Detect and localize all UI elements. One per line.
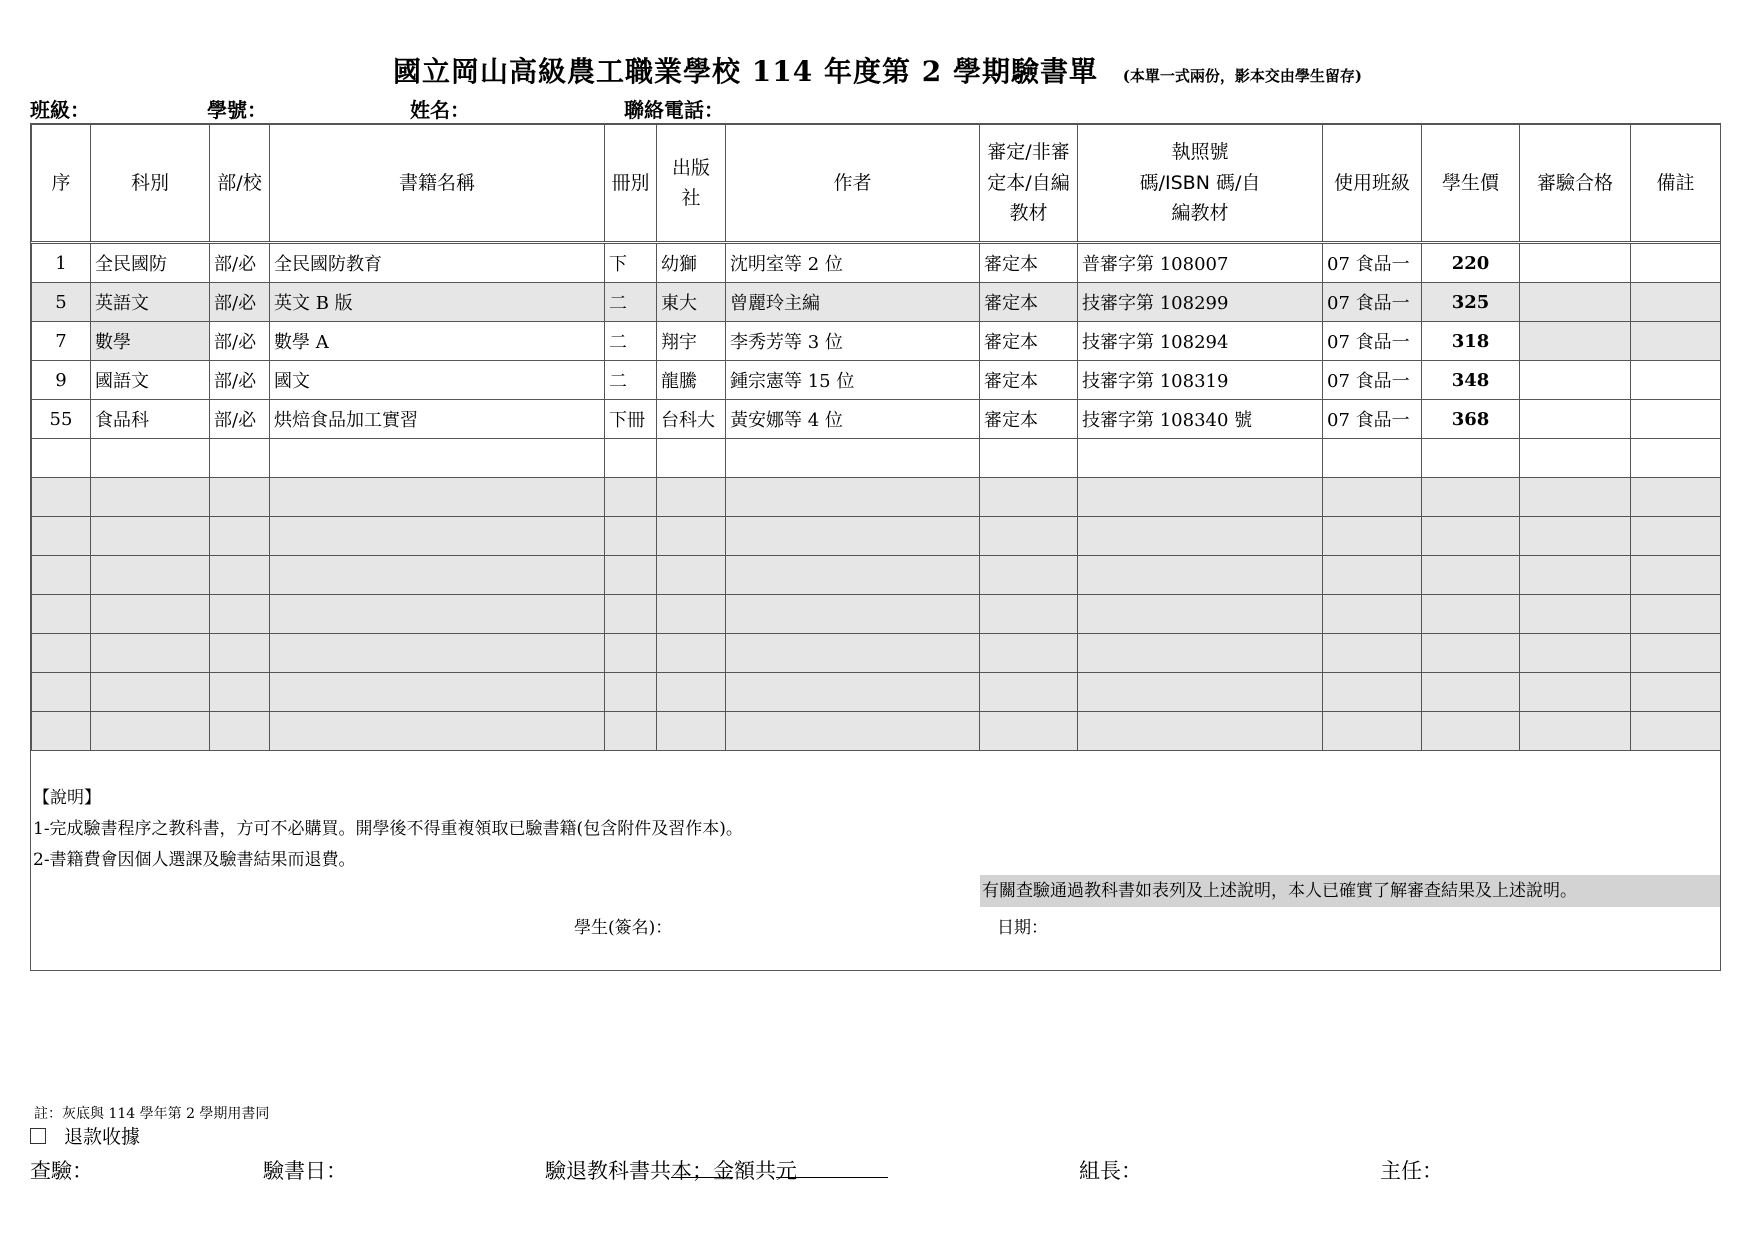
- cell-volume: 下: [605, 243, 657, 283]
- cell-volume: 下冊: [605, 400, 657, 439]
- cell-author: 沈明室等 2 位: [726, 243, 980, 283]
- book-count-blank[interactable]: [671, 1155, 733, 1178]
- cell-remarks[interactable]: [1631, 283, 1721, 322]
- cell-class: 07 食品一: [1323, 243, 1422, 283]
- return-count-line: [545, 1155, 797, 1185]
- header-remarks: 備註: [1631, 125, 1721, 243]
- cell-license: 技審字第 108319: [1078, 361, 1323, 400]
- cell-remarks[interactable]: [1631, 322, 1721, 361]
- table-row: [32, 361, 1721, 400]
- cell-price: 348: [1422, 361, 1520, 400]
- empty-row: [32, 634, 1721, 673]
- cell-type: 部/必: [210, 243, 270, 283]
- student-signature-label: 學生(簽名)：: [574, 918, 673, 938]
- cell-remarks[interactable]: [1631, 400, 1721, 439]
- header-publisher: 出版社: [657, 125, 726, 243]
- cell-seq: 7: [32, 322, 91, 361]
- header-type: 部/校: [210, 125, 270, 243]
- cell-license: 技審字第 108299: [1078, 283, 1323, 322]
- header-class: 使用班級: [1323, 125, 1422, 243]
- table-row: [32, 400, 1721, 439]
- cell-license: 技審字第 108340 號: [1078, 400, 1323, 439]
- cell-author: 李秀芳等 3 位: [726, 322, 980, 361]
- cell-publisher: 翔宇: [657, 322, 726, 361]
- cell-publisher: 東大: [657, 283, 726, 322]
- cell-publisher: 台科大: [657, 400, 726, 439]
- cell-review: 審定本: [980, 361, 1078, 400]
- cell-author: 黃安娜等 4 位: [726, 400, 980, 439]
- empty-row: [32, 556, 1721, 595]
- cell-remarks[interactable]: [1631, 243, 1721, 283]
- cell-book-name: 國文: [270, 361, 605, 400]
- return-prefix: 驗退教科書共: [545, 1159, 671, 1183]
- cell-class: 07 食品一: [1323, 283, 1422, 322]
- cell-passed[interactable]: [1520, 283, 1631, 322]
- date-label: 日期：: [997, 918, 1048, 938]
- cell-seq: 55: [32, 400, 91, 439]
- confirmation-statement: 有關查驗通過教科書如表列及上述說明，本人已確實了解審查結果及上述說明。: [980, 875, 1720, 907]
- title-text: 國立岡山高級農工職業學校 114 年度第 2 學期驗書單: [393, 55, 1098, 88]
- cell-subject: 國語文: [91, 361, 210, 400]
- student-id-label: 學號：: [207, 98, 267, 122]
- cell-book-name: 烘焙食品加工實習: [270, 400, 605, 439]
- leader-label: 組長：: [1079, 1159, 1142, 1183]
- empty-row: [32, 439, 1721, 478]
- title-note: (本單一式兩份，影本交由學生留存): [1122, 67, 1362, 85]
- cell-volume: 二: [605, 361, 657, 400]
- currency-label: 元: [776, 1159, 797, 1183]
- empty-row: [32, 517, 1721, 556]
- cell-price: 318: [1422, 322, 1520, 361]
- cell-review: 審定本: [980, 243, 1078, 283]
- cell-class: 07 食品一: [1323, 322, 1422, 361]
- explanation-block: [33, 783, 743, 876]
- cell-review: 審定本: [980, 400, 1078, 439]
- cell-author: 鍾宗憲等 15 位: [726, 361, 980, 400]
- cell-class: 07 食品一: [1323, 400, 1422, 439]
- explanation-heading: 【說明】: [33, 788, 101, 808]
- header-author: 作者: [726, 125, 980, 243]
- table-header-row: [32, 125, 1721, 243]
- cell-volume: 二: [605, 283, 657, 322]
- refund-label: 退款收據: [64, 1126, 141, 1148]
- explanation-line-1: 1-完成驗書程序之教科書，方可不必購買。開學後不得重複領取已驗書籍(包含附件及習作本)。: [33, 819, 743, 839]
- cell-type: 部/必: [210, 322, 270, 361]
- explanation-line-2: 2-書籍費會因個人選課及驗書結果而退費。: [33, 850, 356, 870]
- phone-label: 聯絡電話：: [624, 98, 724, 122]
- empty-row: [32, 478, 1721, 517]
- check-date-label: 驗書日：: [263, 1159, 347, 1183]
- cell-passed[interactable]: [1520, 243, 1631, 283]
- book-table: [31, 124, 1721, 751]
- header-subject: 科別: [91, 125, 210, 243]
- header-volume: 冊別: [605, 125, 657, 243]
- class-label: 班級：: [30, 98, 90, 122]
- cell-type: 部/必: [210, 400, 270, 439]
- cell-review: 審定本: [980, 283, 1078, 322]
- cell-subject: 全民國防: [91, 243, 210, 283]
- cell-type: 部/必: [210, 283, 270, 322]
- cell-price: 220: [1422, 243, 1520, 283]
- refund-checkbox[interactable]: [30, 1128, 46, 1144]
- footnote: 註：灰底與 114 學年第 2 學期用書同: [34, 1106, 270, 1122]
- inspect-label: 查驗：: [30, 1159, 93, 1183]
- cell-passed[interactable]: [1520, 322, 1631, 361]
- cell-subject: 英語文: [91, 283, 210, 322]
- cell-review: 審定本: [980, 322, 1078, 361]
- cell-seq: 5: [32, 283, 91, 322]
- bottom-signoff-row: [30, 1155, 1730, 1185]
- cell-license: 技審字第 108294: [1078, 322, 1323, 361]
- cell-publisher: 龍騰: [657, 361, 726, 400]
- cell-book-name: 數學 A: [270, 322, 605, 361]
- director-label: 主任：: [1380, 1159, 1443, 1183]
- return-unit: 本；金額共: [671, 1159, 776, 1183]
- amount-blank[interactable]: [776, 1155, 888, 1178]
- table-row: [32, 243, 1721, 283]
- refund-receipt: [30, 1122, 140, 1149]
- cell-remarks[interactable]: [1631, 361, 1721, 400]
- name-label: 姓名：: [410, 98, 470, 122]
- cell-publisher: 幼獅: [657, 243, 726, 283]
- cell-license: 普審字第 108007: [1078, 243, 1323, 283]
- cell-subject: 數學: [91, 322, 210, 361]
- cell-type: 部/必: [210, 361, 270, 400]
- cell-passed[interactable]: [1520, 361, 1631, 400]
- table-row: [32, 283, 1721, 322]
- cell-seq: 9: [32, 361, 91, 400]
- cell-class: 07 食品一: [1323, 361, 1422, 400]
- table-row: [32, 322, 1721, 361]
- cell-subject: 食品科: [91, 400, 210, 439]
- header-review: 審定/非審定本/自編教材: [980, 125, 1078, 243]
- cell-price: 325: [1422, 283, 1520, 322]
- cell-author: 曾麗玲主編: [726, 283, 980, 322]
- empty-row: [32, 673, 1721, 712]
- cell-price: 368: [1422, 400, 1520, 439]
- header-license: 執照號碼/ISBN 碼/自編教材: [1078, 125, 1323, 243]
- cell-seq: 1: [32, 243, 91, 283]
- student-info-row: [30, 94, 1730, 124]
- header-price: 學生價: [1422, 125, 1520, 243]
- empty-row: [32, 595, 1721, 634]
- form-title: [0, 50, 1755, 90]
- cell-passed[interactable]: [1520, 400, 1631, 439]
- header-passed: 審驗合格: [1520, 125, 1631, 243]
- cell-volume: 二: [605, 322, 657, 361]
- cell-book-name: 全民國防教育: [270, 243, 605, 283]
- empty-row: [32, 712, 1721, 751]
- header-book-name: 書籍名稱: [270, 125, 605, 243]
- header-seq: 序: [32, 125, 91, 243]
- cell-book-name: 英文 B 版: [270, 283, 605, 322]
